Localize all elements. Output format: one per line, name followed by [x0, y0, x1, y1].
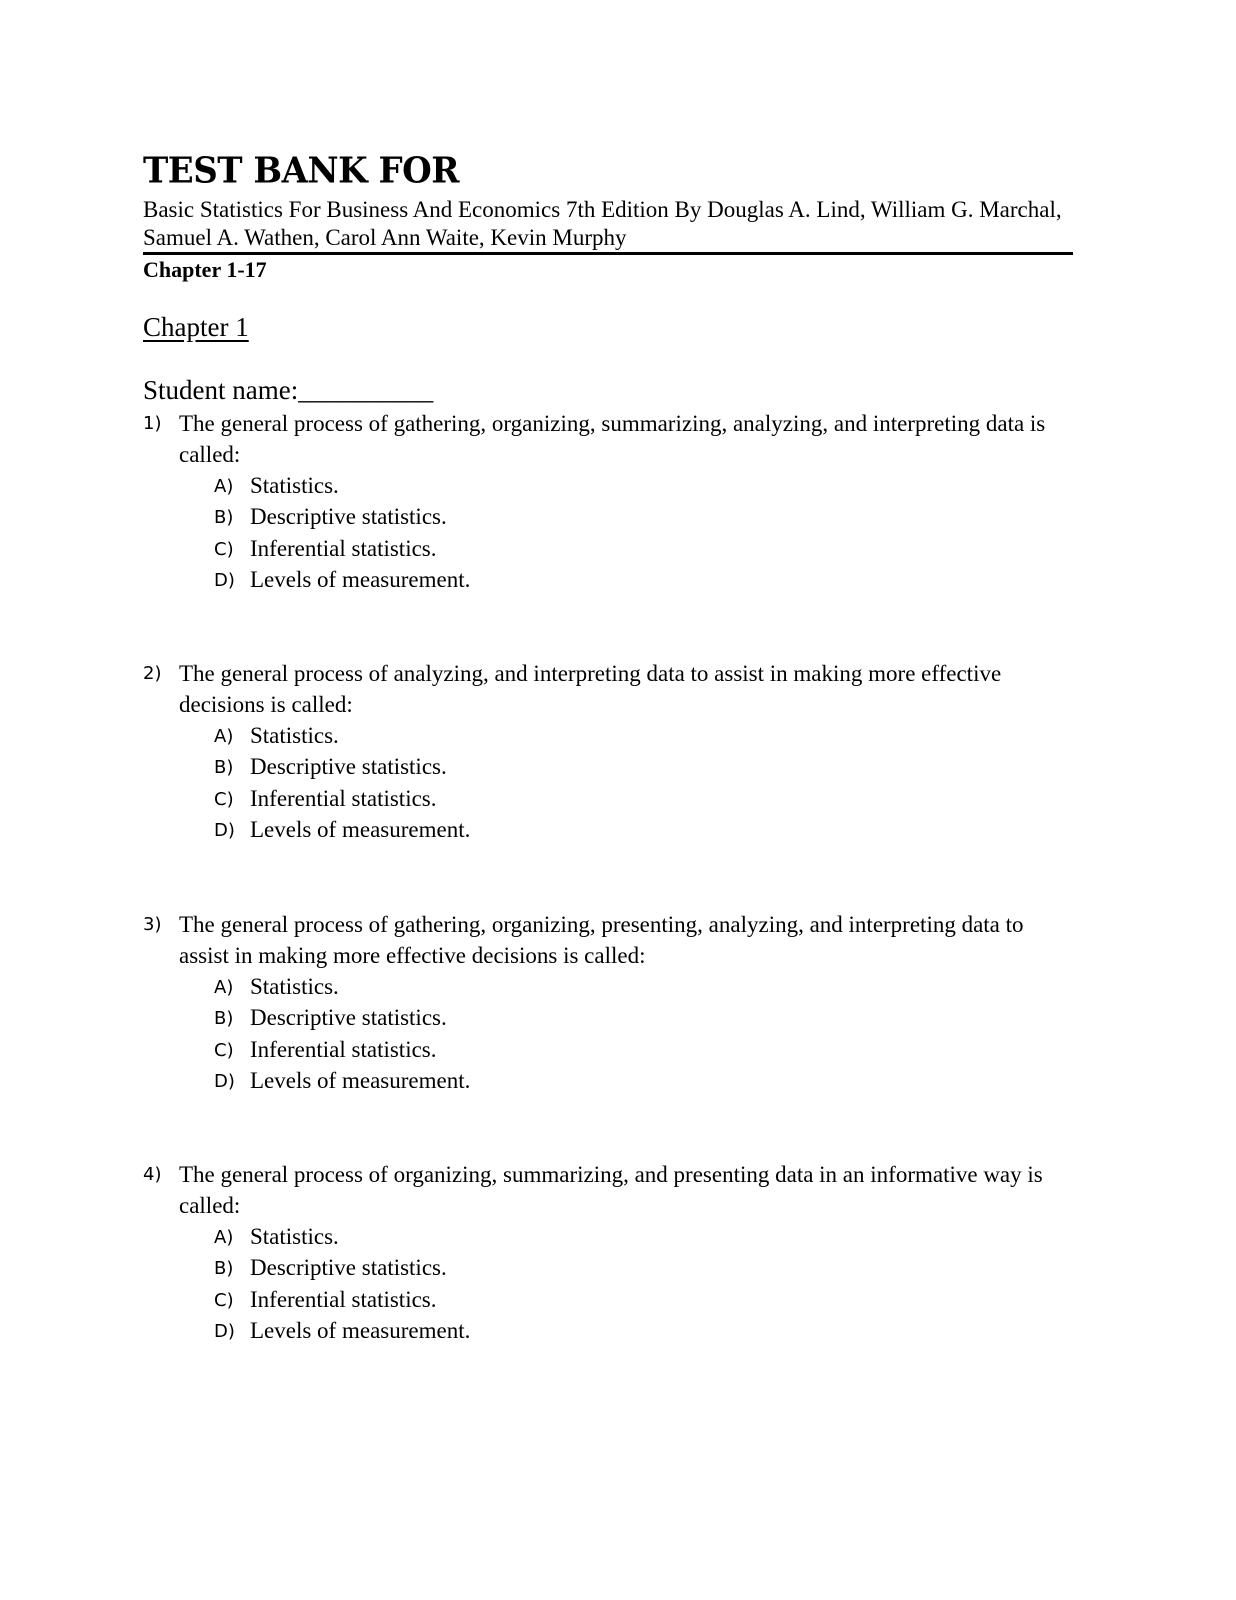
option-b — [214, 751, 1073, 782]
option-text: Descriptive statistics. — [250, 504, 447, 530]
answer-options — [214, 971, 1073, 1096]
option-b — [214, 501, 1073, 532]
question-number: 4) — [143, 1164, 162, 1185]
student-name-field: Student name:__________ — [143, 375, 434, 405]
option-letter: C) — [214, 1289, 234, 1311]
option-b — [214, 1252, 1073, 1283]
option-text: Levels of measurement. — [250, 566, 471, 592]
option-letter: D) — [214, 1320, 235, 1342]
option-letter: B) — [214, 1258, 234, 1280]
option-a — [214, 971, 1073, 1002]
option-d — [214, 1065, 1073, 1096]
option-letter: A) — [214, 1227, 234, 1248]
document-title: TEST BANK FOR — [143, 150, 460, 192]
option-text: Levels of measurement. — [250, 1317, 471, 1343]
question-4 — [143, 1159, 1073, 1346]
chapter-heading: Chapter 1 — [143, 312, 249, 342]
option-letter: B) — [214, 1008, 234, 1030]
option-text: Inferential statistics. — [250, 785, 437, 811]
option-c — [214, 1034, 1073, 1065]
book-subtitle: Basic Statistics For Business And Economics 7th Edition By Douglas A. Lind, William G. Marchal, Samuel A. Wathen, Carol Ann Waite, Kevin Murphy — [143, 197, 1062, 250]
answer-options — [214, 720, 1073, 845]
option-letter: B) — [214, 757, 234, 779]
option-d — [214, 814, 1073, 845]
option-d — [214, 564, 1073, 595]
option-d — [214, 1315, 1073, 1346]
option-text: Levels of measurement. — [250, 1067, 471, 1093]
question-1 — [143, 408, 1073, 595]
option-letter: D) — [214, 569, 235, 591]
answer-options — [214, 1221, 1073, 1346]
question-number: 2) — [143, 663, 162, 684]
option-text: Statistics. — [250, 723, 339, 748]
question-text: The general process of gathering, organizing, presenting, analyzing, and interpreting data to assist in making more effective decisions is called: — [179, 912, 1024, 968]
option-letter: A) — [214, 977, 234, 998]
option-text: Inferential statistics. — [250, 535, 437, 561]
option-c — [214, 533, 1073, 564]
option-c — [214, 783, 1073, 814]
option-text: Inferential statistics. — [250, 1036, 437, 1062]
chapter-range: Chapter 1-17 — [143, 257, 267, 282]
question-number: 1) — [143, 413, 162, 434]
option-letter: C) — [214, 538, 234, 560]
option-letter: C) — [214, 788, 234, 810]
option-letter: B) — [214, 507, 234, 529]
option-letter: C) — [214, 1039, 234, 1061]
option-text: Descriptive statistics. — [250, 1005, 447, 1031]
question-number: 3) — [143, 914, 162, 935]
option-text: Inferential statistics. — [250, 1286, 437, 1312]
option-a — [214, 1221, 1073, 1252]
question-text: The general process of gathering, organizing, summarizing, analyzing, and interpreting data is called: — [179, 411, 1046, 467]
option-a — [214, 720, 1073, 751]
option-b — [214, 1002, 1073, 1033]
question-text: The general process of organizing, summarizing, and presenting data in an informative way is called: — [179, 1162, 1043, 1218]
question-2 — [143, 658, 1073, 845]
option-a — [214, 470, 1073, 501]
question-3 — [143, 909, 1073, 1096]
option-text: Levels of measurement. — [250, 816, 471, 842]
option-letter: D) — [214, 819, 235, 841]
option-text: Statistics. — [250, 473, 339, 498]
option-text: Descriptive statistics. — [250, 754, 447, 780]
option-text: Statistics. — [250, 974, 339, 999]
header-rule — [143, 252, 1073, 255]
option-text: Descriptive statistics. — [250, 1255, 447, 1281]
option-text: Statistics. — [250, 1224, 339, 1249]
option-letter: D) — [214, 1070, 235, 1092]
option-c — [214, 1284, 1073, 1315]
question-text: The general process of analyzing, and interpreting data to assist in making more effective decisions is called: — [179, 661, 1002, 717]
answer-options — [214, 470, 1073, 595]
option-letter: A) — [214, 726, 234, 747]
option-letter: A) — [214, 476, 234, 497]
